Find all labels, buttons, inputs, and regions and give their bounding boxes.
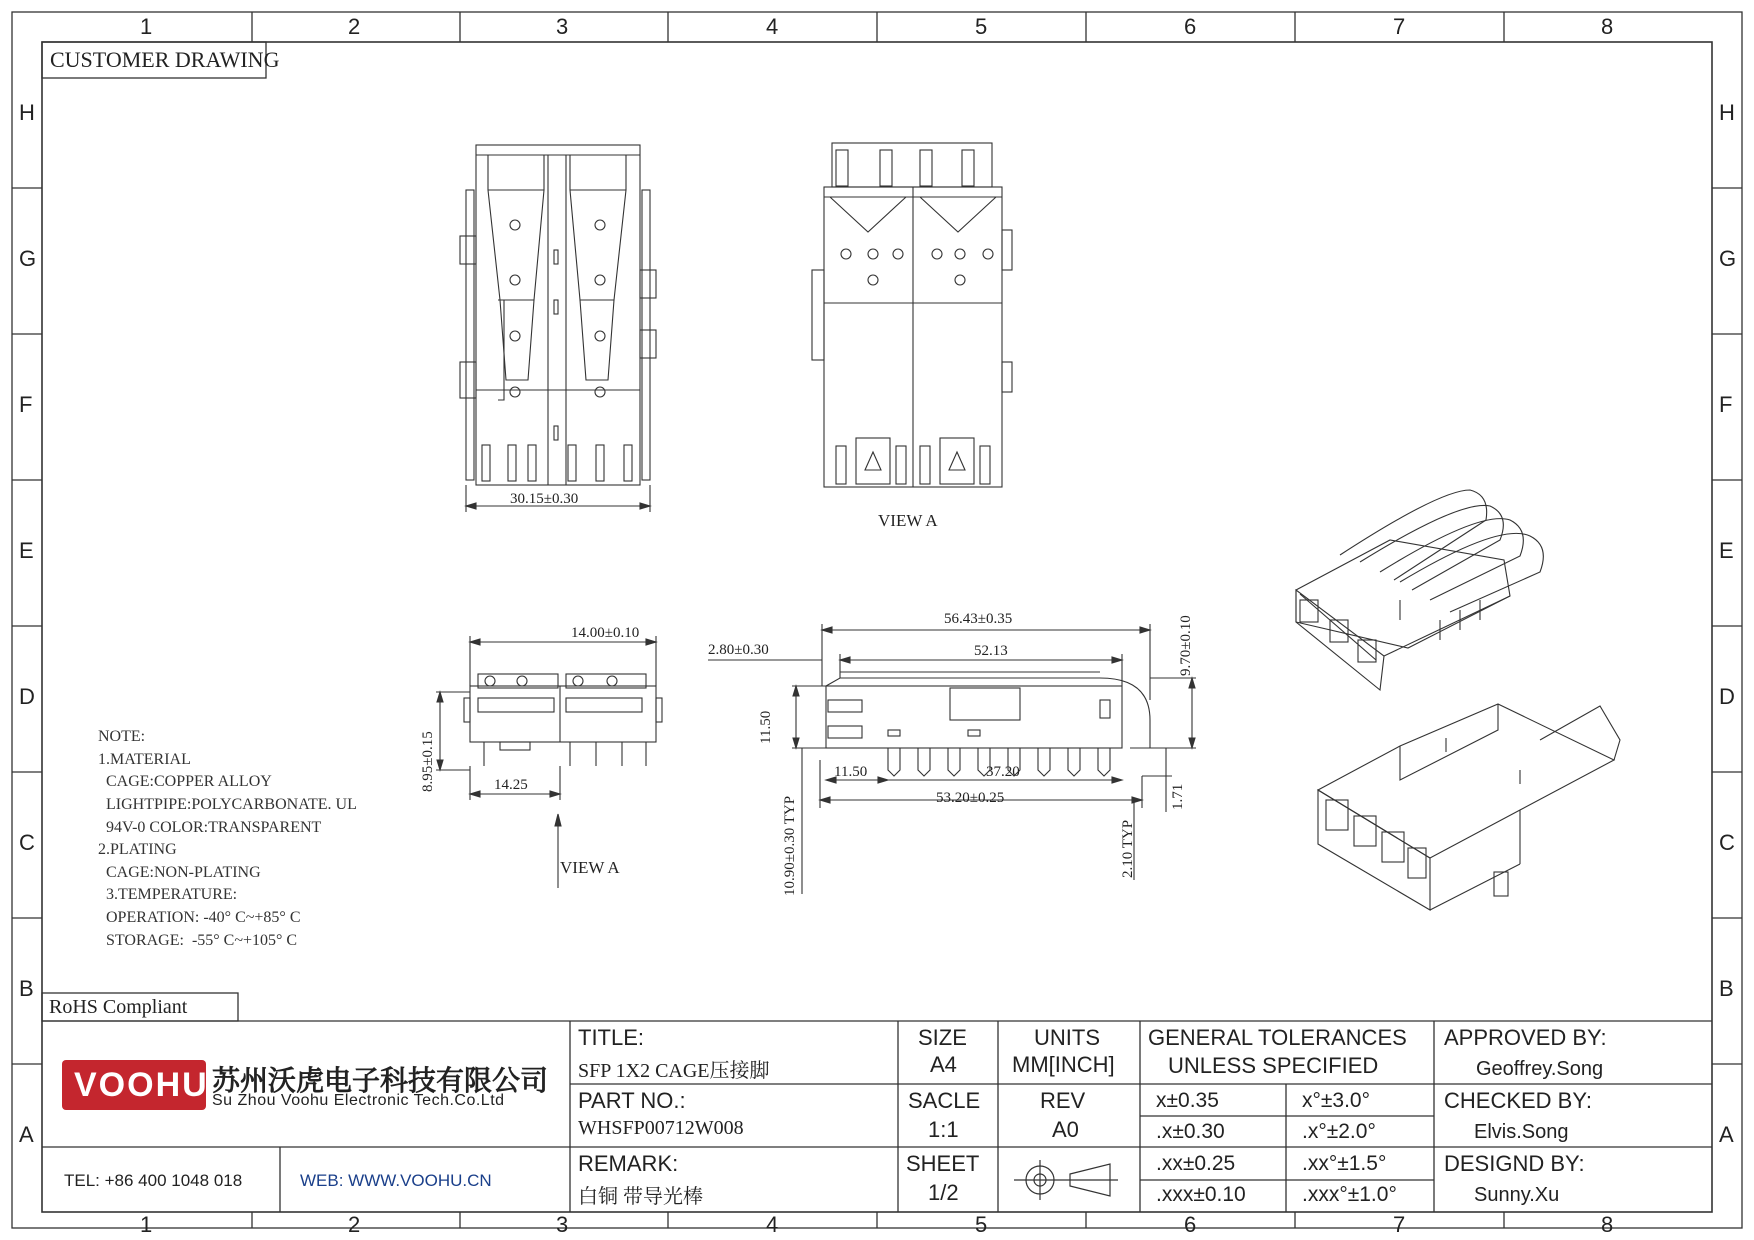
row-label-right-f: F <box>1719 392 1733 417</box>
tolerance-subheading: UNLESS SPECIFIED <box>1168 1053 1379 1078</box>
sheet-label: SHEET <box>906 1151 980 1176</box>
dim-side-inner: 52.13 <box>974 643 1008 659</box>
row-label-b: B <box>19 976 34 1001</box>
row-label-right-d: D <box>1719 684 1735 709</box>
units-label: UNITS <box>1034 1025 1100 1050</box>
dim-top-width: 30.15±0.30 <box>510 491 579 507</box>
remark-label: REMARK: <box>578 1151 679 1176</box>
row-label-e: E <box>19 538 34 563</box>
row-label-h: H <box>19 100 35 125</box>
note-line: STORAGE: -55° C~+105° C <box>98 932 298 949</box>
col-label-bottom-5: 5 <box>975 1212 988 1237</box>
row-label-right-g: G <box>1719 246 1737 271</box>
isometric-view-top <box>1296 490 1543 690</box>
row-label-a: A <box>19 1122 34 1147</box>
approved-label: APPROVED BY: <box>1444 1025 1607 1050</box>
row-label-c: C <box>19 830 35 855</box>
row-label-right-c: C <box>1719 830 1735 855</box>
company-web[interactable]: WEB: WWW.VOOHU.CN <box>300 1171 492 1190</box>
col-label-bottom-6: 6 <box>1184 1212 1197 1237</box>
sheet-value: 1/2 <box>928 1180 959 1205</box>
rev-label: REV <box>1040 1088 1086 1113</box>
approved-value: Geoffrey.Song <box>1476 1058 1604 1080</box>
col-label-5: 5 <box>975 14 988 39</box>
company-logo: VOOHU <box>74 1066 209 1104</box>
col-label-bottom-4: 4 <box>766 1212 779 1237</box>
company-name-cn: 苏州沃虎电子科技有限公司 <box>212 1065 549 1096</box>
title-label: TITLE: <box>578 1025 645 1050</box>
tolerance-heading: GENERAL TOLERANCES <box>1148 1025 1407 1050</box>
tolerance-linear: .x±0.30 <box>1156 1120 1225 1143</box>
tolerance-angular: .xxx°±1.0° <box>1302 1183 1397 1206</box>
dim-side-pin-height: 10.90±0.30 TYP <box>782 795 798 896</box>
dim-side-bottom-typ: 2.10 TYP <box>1120 819 1136 878</box>
rev-value: A0 <box>1052 1117 1079 1142</box>
note-line: 2.PLATING <box>98 841 177 858</box>
note-line: 94V-0 COLOR:TRANSPARENT <box>98 819 322 836</box>
col-label-2: 2 <box>348 14 361 39</box>
row-label-right-b: B <box>1719 976 1734 1001</box>
company-name-en: Su Zhou Voohu Electronic Tech.Co.Ltd <box>212 1092 505 1109</box>
row-label-g: G <box>19 246 37 271</box>
col-label-bottom-7: 7 <box>1393 1212 1406 1237</box>
tolerance-angular: .x°±2.0° <box>1302 1120 1376 1143</box>
note-line: CAGE:COPPER ALLOY <box>98 773 272 790</box>
dim-side-right-height: 9.70±0.10 <box>1178 615 1194 676</box>
dim-side-bottom-height: 1.71 <box>1170 783 1186 810</box>
col-label-1: 1 <box>140 14 153 39</box>
top-view-drawing <box>460 145 656 512</box>
dim-side-height: 11.50 <box>758 710 774 744</box>
dim-front-width: 14.00±0.10 <box>571 625 640 641</box>
customer-drawing-label: CUSTOMER DRAWING <box>50 47 280 72</box>
remark-value: 白铜 带导光棒 <box>578 1186 703 1208</box>
tolerance-linear: x±0.35 <box>1156 1089 1219 1112</box>
designed-label: DESIGND BY: <box>1444 1151 1585 1176</box>
note-line: CAGE:NON-PLATING <box>98 864 261 881</box>
tolerance-angular: x°±3.0° <box>1302 1089 1371 1112</box>
checked-value: Elvis.Song <box>1474 1121 1569 1143</box>
row-label-right-a: A <box>1719 1122 1734 1147</box>
note-line: 3.TEMPERATURE: <box>98 886 238 903</box>
tolerance-linear: .xxx±0.10 <box>1156 1183 1246 1206</box>
isometric-view-bottom <box>1318 704 1620 910</box>
dim-side-pin-span: 37.20 <box>986 764 1020 780</box>
company-tel: TEL: +86 400 1048 018 <box>64 1171 243 1190</box>
tolerance-linear: .xx±0.25 <box>1156 1152 1236 1175</box>
view-a-drawing <box>812 143 1012 487</box>
checked-label: CHECKED BY: <box>1444 1088 1592 1113</box>
col-label-4: 4 <box>766 14 779 39</box>
note-line: LIGHTPIPE:POLYCARBONATE. UL <box>98 796 357 813</box>
part-no-label: PART NO.: <box>578 1088 686 1113</box>
designed-value: Sunny.Xu <box>1474 1184 1560 1206</box>
view-a-title: VIEW A <box>878 511 938 530</box>
dim-front-height: 8.95±0.15 <box>420 731 436 792</box>
view-a-arrow-label: VIEW A <box>560 858 620 877</box>
size-label: SIZE <box>918 1025 967 1050</box>
col-label-7: 7 <box>1393 14 1406 39</box>
scale-value: 1:1 <box>928 1117 959 1142</box>
dim-front-pitch: 14.25 <box>494 777 528 793</box>
row-label-right-e: E <box>1719 538 1734 563</box>
note-line: NOTE: <box>98 728 146 745</box>
col-label-3: 3 <box>556 14 569 39</box>
dim-side-pin-offset: 11.50 <box>834 764 868 780</box>
part-no-value: WHSFP00712W008 <box>578 1117 744 1139</box>
front-view-drawing <box>436 636 662 888</box>
row-label-d: D <box>19 684 35 709</box>
row-label-right-h: H <box>1719 100 1735 125</box>
projection-symbol <box>1014 1160 1118 1200</box>
note-line: 1.MATERIAL <box>98 751 191 768</box>
dim-side-offset: 2.80±0.30 <box>708 642 769 658</box>
tolerance-angular: .xx°±1.5° <box>1302 1152 1387 1175</box>
col-label-bottom-3: 3 <box>556 1212 569 1237</box>
dim-side-body-length: 53.20±0.25 <box>936 790 1005 806</box>
col-label-bottom-1: 1 <box>140 1212 153 1237</box>
rohs-label: RoHS Compliant <box>49 996 188 1018</box>
scale-label: SACLE <box>908 1088 981 1113</box>
col-label-6: 6 <box>1184 14 1197 39</box>
col-label-bottom-8: 8 <box>1601 1212 1614 1237</box>
dim-side-overall: 56.43±0.35 <box>944 611 1013 627</box>
row-label-f: F <box>19 392 33 417</box>
note-line: OPERATION: -40° C~+85° C <box>98 909 301 926</box>
col-label-bottom-2: 2 <box>348 1212 361 1237</box>
title-value: SFP 1X2 CAGE压接脚 <box>578 1060 770 1082</box>
size-value: A4 <box>930 1052 957 1077</box>
units-value: MM[INCH] <box>1012 1052 1115 1077</box>
col-label-8: 8 <box>1601 14 1614 39</box>
